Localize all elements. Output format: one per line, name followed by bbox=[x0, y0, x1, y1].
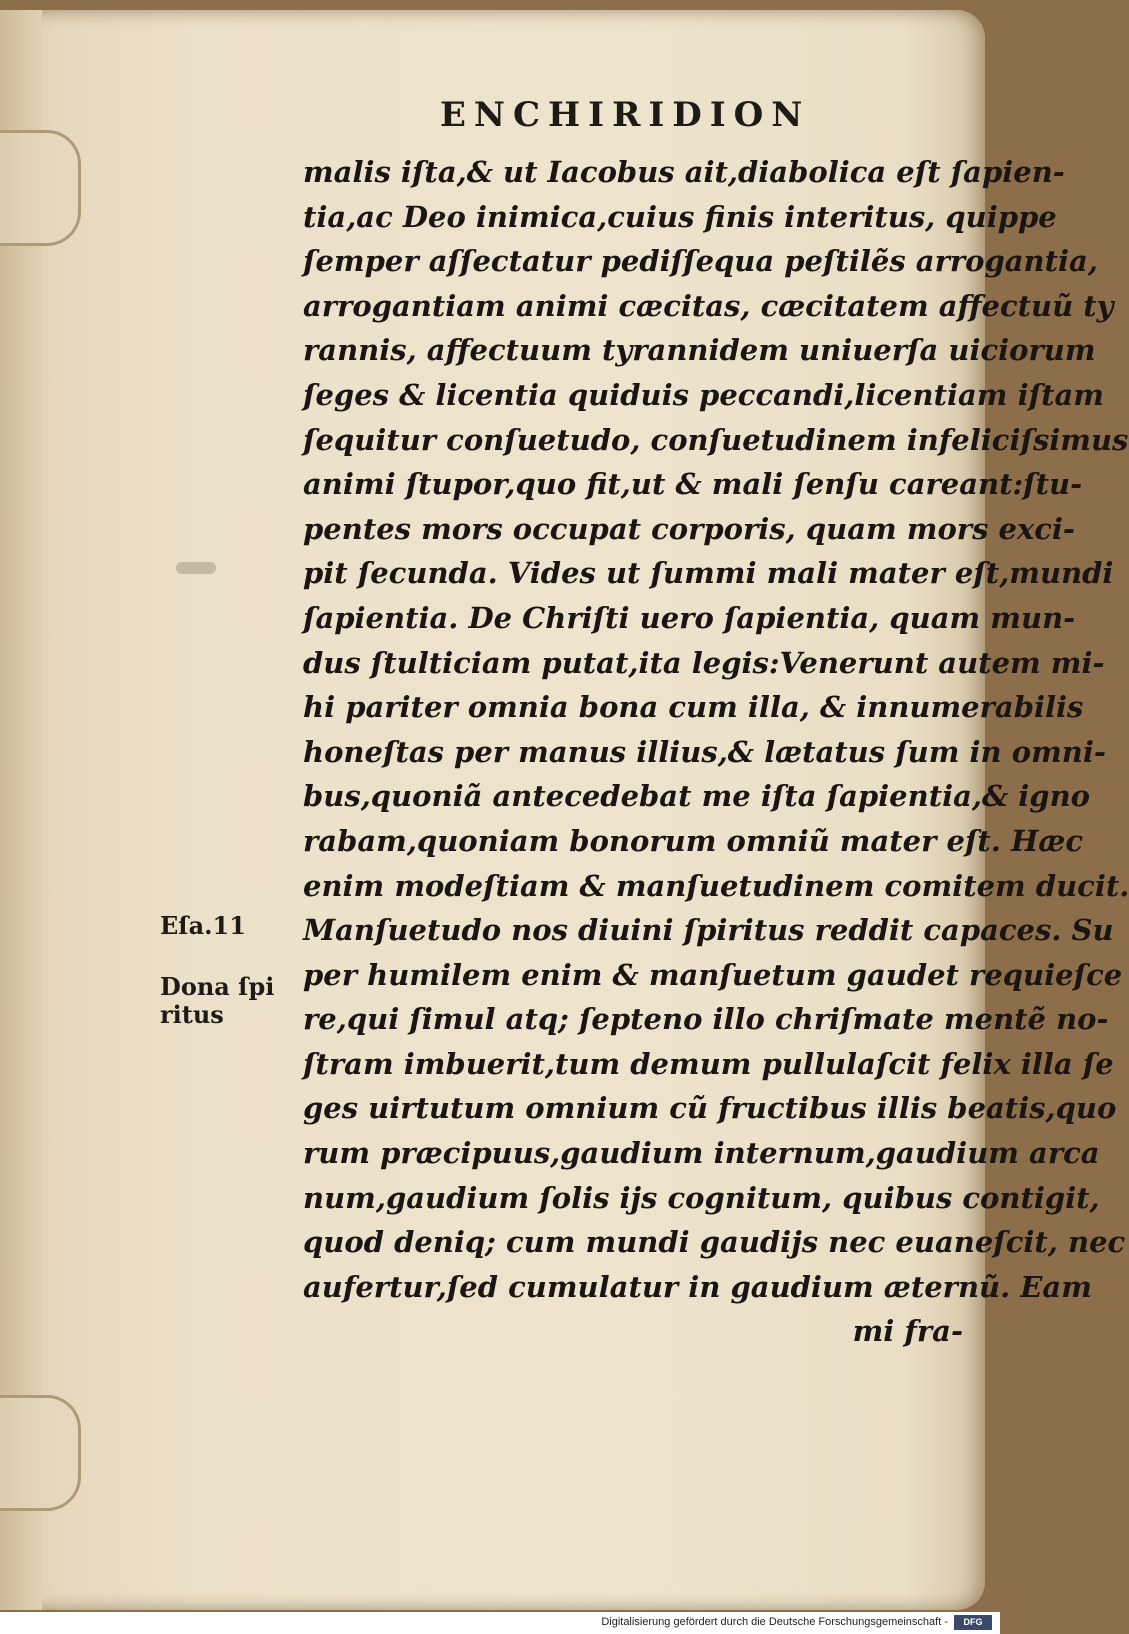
text-line: Manſuetudo nos diuini ſpiritus reddit capaces. Su bbox=[303, 913, 1114, 948]
text-line: ſtram imbuerit,tum demum pullulaſcit felix illa ſe bbox=[303, 1046, 1114, 1081]
digitization-footer bbox=[0, 1612, 1000, 1634]
text-line: ges uirtutum omnium cũ fructibus illis beatis,quo bbox=[303, 1091, 1117, 1126]
footer-credit: Digitalisierung gefördert durch die Deutsche Forschungsgemeinschaft - bbox=[601, 1616, 948, 1628]
text-line: dus ſtulticiam putat,ita legis:Venerunt autem mi- bbox=[303, 645, 1105, 680]
page-edge bbox=[0, 10, 42, 1610]
text-line: aufertur,ſed cumulatur in gaudium æternũ. Eam bbox=[303, 1269, 1092, 1304]
margin-note-citation: Eſa.11 bbox=[160, 911, 246, 940]
binding-tab-bottom bbox=[0, 1395, 81, 1511]
dfg-logo: DFG bbox=[954, 1615, 992, 1630]
text-line: tia,ac Deo inimica,cuius finis interitus, quippe bbox=[303, 199, 1057, 234]
text-line: hi pariter omnia bona cum illa, & innumerabilis bbox=[303, 690, 1084, 725]
margin-note-topic: Dona ſpi ritus bbox=[160, 972, 275, 1029]
catchword: mi fra- bbox=[852, 1314, 963, 1349]
running-head: ENCHIRIDION bbox=[440, 95, 811, 135]
text-line: arrogantiam animi cæcitas, cæcitatem affectuũ ty bbox=[303, 288, 1114, 323]
text-line: re,qui ſimul atq; ſepteno illo chriſmate mentẽ no- bbox=[303, 1002, 1109, 1037]
text-line: quod deniq; cum mundi gaudijs nec euaneſcit, nec bbox=[303, 1225, 1126, 1260]
text-line: rabam,quoniam bonorum omniũ mater eſt. Hæc bbox=[303, 823, 1084, 858]
text-line: pit ſecunda. Vides ut ſummi mali mater eſt,mundi bbox=[303, 556, 1114, 591]
text-line: per humilem enim & manſuetum gaudet requieſce bbox=[303, 957, 1123, 992]
text-line: ſemper aſſectatur pediſſequa peſtilẽs arrogantia, bbox=[303, 244, 1098, 279]
text-line: ſapientia. De Chriſti uero ſapientia, quam mun- bbox=[303, 600, 1076, 635]
text-line: enim modeſtiam & manſuetudinem comitem ducit. bbox=[303, 868, 1129, 903]
text-line: bus,quoniã antecedebat me iſta ſapientia,& igno bbox=[303, 779, 1090, 814]
text-line: ſequitur conſuetudo, conſuetudinem infeliciſsimus bbox=[303, 422, 1129, 457]
text-line: animi ſtupor,quo fit,ut & mali ſenſu careant:ſtu- bbox=[303, 467, 1083, 502]
body-text bbox=[303, 150, 1129, 1354]
text-line: rannis, affectuum tyrannidem uniuerſa uiciorum bbox=[303, 333, 1096, 368]
text-line: rum præcipuus,gaudium internum,gaudium arca bbox=[303, 1136, 1100, 1171]
binding-tab-top bbox=[0, 130, 81, 246]
text-line: malis iſta,& ut Iacobus ait,diabolica eſt ſapien- bbox=[303, 155, 1065, 189]
text-line: ſeges & licentia quiduis peccandi,licentiam iſtam bbox=[303, 377, 1104, 412]
text-line: honeſtas per manus illius,& lætatus ſum in omni- bbox=[303, 734, 1106, 769]
text-line: num,gaudium ſolis ijs cognitum, quibus contigit, bbox=[303, 1180, 1100, 1215]
text-line: pentes mors occupat corporis, quam mors exci- bbox=[303, 511, 1075, 546]
ink-smudge bbox=[176, 562, 216, 574]
